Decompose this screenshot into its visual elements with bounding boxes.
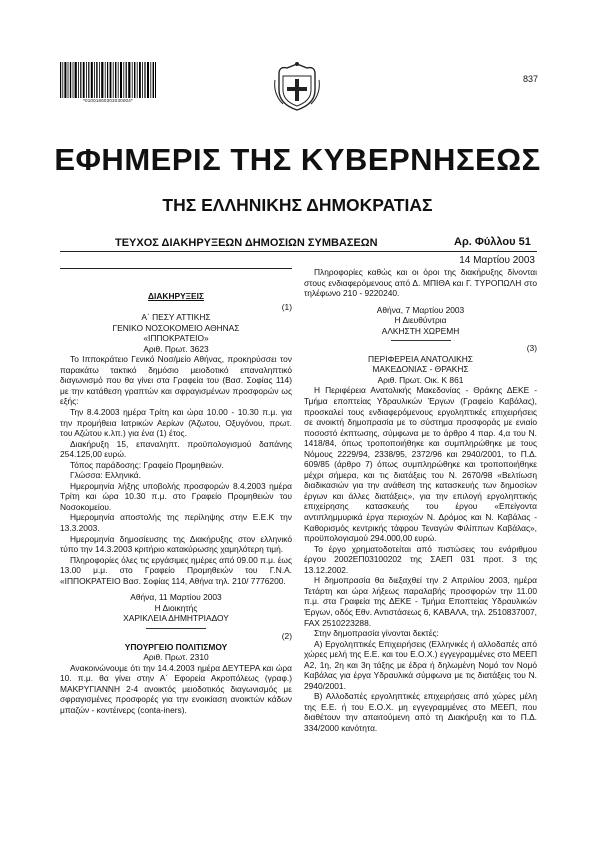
paragraph: Τόπος παράδοσης: Γραφείο Προμηθειών. xyxy=(70,459,224,470)
paragraph: Ημερομηνία λήξης υποβολής προσφορών 8.4.2003 ημέρα Τρίτη και ώρα 10.30 π.μ. στο Γραφείο Προμηθειών του Νοσοκομείου. xyxy=(60,480,292,512)
left-column xyxy=(60,291,292,715)
paragraph: Ημερομηνία δημοσίευσης της Διακήρυξης στον ελληνικό τύπο την 14.3.2003 κριτήριο κατακύρωσης χαμηλότερη τιμή. xyxy=(60,533,292,555)
coat-of-arms-emblem xyxy=(273,60,321,112)
paragraph: Ημερομηνία αποστολής της περίληψης στην Ε.Ε.Κ την 13.3.2003. xyxy=(60,512,292,534)
notice-number: (2) xyxy=(281,630,292,641)
protocol-number: Αριθ. Πρωτ. 2310 xyxy=(143,652,209,663)
issue-number: Αρ. Φύλλου 51 xyxy=(454,236,531,248)
signature-date: Αθήνα, 7 Μαρτίου 2003 xyxy=(376,304,465,315)
paragraph: Η δημοπρασία θα διεξαχθεί την 2 Απριλίου 2003, ημέρα Τετάρτη και ώρα λήξεως παραλαβής προσφορών την 11.00 π.μ. στα Γραφεία της ΔΕΚΕ - Τμήμα Εποπτείας Υδραυλικών Έργων, οδός Εθν. Αντιστάσεως 6, ΚΑΒΑΛΑ, τηλ. 2510837007, FAX 2510223288. xyxy=(304,575,537,628)
paragraph: Ανακοινώνουμε ότι την 14.4.2003 ημέρα ΔΕΥΤΕΡΑ και ώρα 10. π.μ. θα γίνει στην Α΄ Εφορεία Ακροπόλεως (γραφ.) ΜΑΚΡΥΓΙΑΝΝΗ 2-4 ανοικτός μειοδοτικός διαγωνισμός με σφραγισμένες προσφορές για την ενοικίαση ανοικτών κάδων μπαζών - κοντέινερς (conta-iners). xyxy=(60,662,292,715)
org-name: ΓΕΝΙΚΟ ΝΟΣΟΚΟΜΕΙΟ ΑΘΗΝΑΣ xyxy=(112,322,240,333)
signature-role: Η Διοικητής xyxy=(154,602,198,613)
signature-name: ΧΑΡΙΚΛΕΙΑ ΔΗΜΗΤΡΙΑΔΟΥ xyxy=(123,613,229,624)
paragraph: Γλώσσα: Ελληνικά. xyxy=(70,470,141,481)
gazette-title: ΕΦΗΜΕΡΙΣ ΤΗΣ ΚΥΒΕΡΝΗΣΕΩΣ xyxy=(54,142,541,177)
signature-role: Η Διευθύντρια xyxy=(394,315,447,326)
org-name: «ΙΠΠΟΚΡΑΤΕΙΟ» xyxy=(143,333,209,344)
issue-series: ΤΕΥΧΟΣ ΔΙΑΚΗΡΥΞΕΩΝ ΔΗΜΟΣΙΩΝ ΣΥΜΒΑΣΕΩΝ xyxy=(115,237,378,249)
gazette-subtitle: ΤΗΣ ΕΛΛΗΝΙΚΗΣ ΔΗΜΟΚΡΑΤΙΑΣ xyxy=(162,195,433,215)
org-name: ΥΠΟΥΡΓΕΙΟ ΠΟΛΙΤΙΣΜΟΥ xyxy=(124,641,228,652)
org-name: Α΄ ΠΕΣΥ ΑΤΤΙΚΗΣ xyxy=(141,312,211,323)
paragraph: Η Περιφέρεια Ανατολικής Μακεδονίας - Θράκης ΔΕΚΕ - Τμήμα εποπτείας Υδραυλικών Έργων (Γραφείο Καβάλας), προσκαλεί τους ενδιαφερόμενους εργοληπτικές επιχειρήσεις σε ανοικτή δημοπρασία με το σύστημα προσφοράς με ενιαίο ποσοστό έκπτωσης, σύμφωνα με το άρθρο 4 παρ. 4,α του Ν. 1418/84, όπως τροποποιήθηκε και συμπληρώθηκε με τους Νόμους 2229/94, 2338/95, 2372/96 και 2940/2001, το Π.Δ. 609/85 (άρθρο 7) όπως συμπληρώθηκε και τροποποιήθηκε μέχρι σήμερα, και τις διατάξεις του Ν. 2670/98 «Βελτίωση διαδικασιών για την ανάθεση της κατασκευής των δημοσίων έργων και άλλες διατάξεις», για την επιλογή εργοληπτικής επιχείρησης κατασκευής του έργου «Επείγοντα αντιπλημμυρικά έργα περιοχών Ν. Δρόμος και Ν. Καβάλας - Καθορισμός κεντρικής τάφρου Τεναγών Φιλίππων Καβάλας», προϋπολογισμού 294.000,00 ευρώ. xyxy=(304,385,537,544)
paragraph: Β) Αλλοδαπές εργοληπτικές επιχειρήσεις από χώρες μέλη της Ε.Ε. ή του Ε.Ο.Χ. μη εγγεγραμμένες στο ΜΕΕΠ, που διαθέτουν την απαιτούμενη από τη Διακήρυξη και το Π.Δ. 334/2000 κανότητα. xyxy=(304,691,537,733)
paragraph: Πληροφορίες καθώς και οι όροι της διακήρυξης δίνονται στους ενδιαφερόμενους από Δ. ΜΠΙΘΑ και Γ. ΤΥΡΟΠΩΛΗ στο τηλέφωνο 210 - 9220240. xyxy=(304,267,537,299)
header-divider xyxy=(60,251,537,252)
signature-name: ΑΛΚΗΣΤΗ ΧΩΡΕΜΗ xyxy=(381,325,460,336)
barcode xyxy=(60,62,156,98)
separator xyxy=(391,340,451,341)
section-heading: ΔΙΑΚΗΡΥΞΕΙΣ xyxy=(148,291,204,301)
separator xyxy=(146,628,206,629)
notice-number: (3) xyxy=(526,343,537,354)
paragraph: Την 8.4.2003 ημέρα Τρίτη και ώρα 10.00 - 10.30 π.μ. για την προμήθεια Ιατρικών Αερίων (Άζωτου, Οξυγόνου, πρωτ. του Αζώτου κ.λπ.) για ένα (1) έτος. xyxy=(60,407,292,439)
column-divider xyxy=(60,268,292,269)
protocol-number: Αριθ. Πρωτ. Οικ. Κ 861 xyxy=(377,374,464,385)
protocol-number: Αριθ. Πρωτ. 3623 xyxy=(143,343,209,354)
issue-date: 14 Μαρτίου 2003 xyxy=(459,255,535,266)
page-number: 837 xyxy=(522,74,538,84)
notice-number: (1) xyxy=(281,301,292,312)
paragraph: Το Ιπποκράτειο Γενικό Νοσ/μείο Αθήνας, προκηρύσσει τον παρακάτω τακτικό δημόσιο μειοδοτικό επαναληπτικό διαγωνισμό που θα γίνει στα Γραφεία του (Βασ. Σοφίας 114) με την κατάθεση γραπτών και σφραγισμένων προσφορών ως εξής: xyxy=(60,354,292,407)
paragraph: Πληροφορίες όλες τις εργάσιμες ημέρες από 09.00 π.μ. έως 13.00 μ.μ. στο Γραφείο Προμηθειών του Γ.Ν.Α. «ΙΠΠΟΚΡΑΤΕΙΟ Βασ. Σοφίας 114, Αθήνα τηλ. 210/ 7776200. xyxy=(60,554,292,586)
paragraph: Το έργο χρηματοδοτείται από πιστώσεις του ενάριθμου έργου 2002ΕΠ03100202 της ΣΑΕΠ 031 προτ. 3 της 13.12.2002. xyxy=(304,543,537,575)
paragraph: Διακήρυξη 15, επαναληπτ. προϋπολογισμού δαπάνης 254.125,00 ευρώ. xyxy=(60,438,292,460)
right-column xyxy=(304,267,537,734)
org-name: ΠΕΡΙΦΕΡΕΙΑ ΑΝΑΤΟΛΙΚΗΣ xyxy=(368,353,473,364)
paragraph: Στην δημοπρασία γίνονται δεκτές: xyxy=(314,628,439,639)
paragraph: Α) Εργοληπτικές Επιχειρήσεις (Ελληνικές ή αλλοδαπές από χώρες μελή της Ε.Ε. και του Ε.Ο.Χ.) εγγεγραμμένες στο ΜΕΕΠ Α2, 1η, 2η και 3η τάξης με έδρα ή δηλωμένη Νομό τον Νομό Καβάλας για έργα Υδραυλικά σύμφωνα με τις διατάξεις του Ν. 2940/2001. xyxy=(304,638,537,691)
org-name: ΜΑΚΕΔΟΝΙΑΣ - ΘΡΑΚΗΣ xyxy=(372,364,469,375)
signature-date: Αθήνα, 11 Μαρτίου 2003 xyxy=(130,592,222,603)
barcode-caption: *01001860303030004* xyxy=(83,98,133,103)
